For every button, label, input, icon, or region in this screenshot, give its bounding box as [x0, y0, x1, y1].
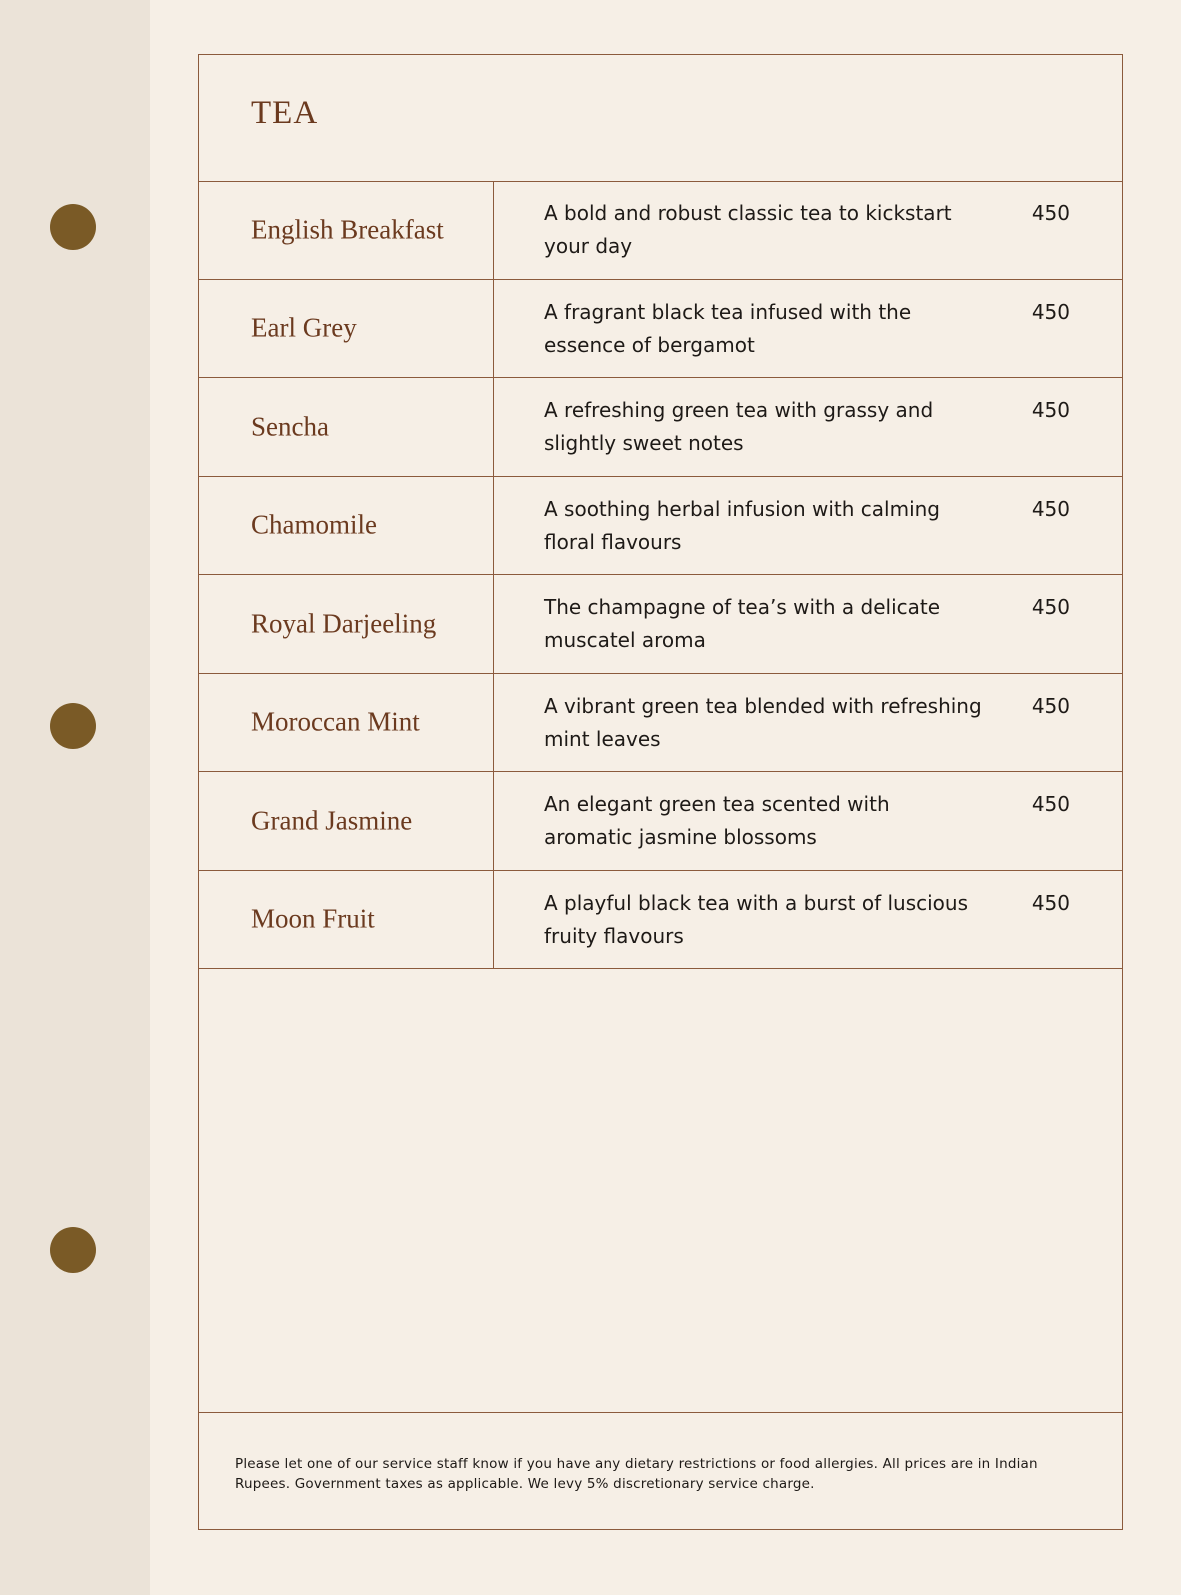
menu-item-row: [199, 772, 1122, 871]
item-name: Grand Jasmine: [251, 805, 413, 836]
item-name: Moroccan Mint: [251, 706, 420, 737]
column-divider: [493, 378, 494, 476]
column-divider: [493, 871, 494, 969]
item-price: 450: [1031, 693, 1070, 718]
item-description: A fragrant black tea infused with the essence of bergamot: [544, 299, 912, 357]
item-name: English Breakfast: [251, 214, 444, 245]
column-divider: [493, 280, 494, 378]
column-divider: [493, 477, 494, 575]
item-description: A soothing herbal infusion with calming floral flavours: [544, 496, 941, 554]
menu-frame: [198, 54, 1123, 1530]
punch-hole-top: [50, 204, 96, 250]
item-price: 450: [1031, 890, 1070, 915]
menu-item-row: [199, 181, 1122, 280]
item-name: Chamomile: [251, 509, 377, 540]
section-title: TEA: [251, 95, 319, 131]
item-price: 450: [1031, 595, 1070, 619]
item-description: An elegant green tea scented with aromatic jasmine blossoms: [544, 792, 890, 849]
column-divider: [493, 181, 494, 279]
tea-item-list: [199, 181, 1122, 969]
menu-item-row: [199, 575, 1122, 674]
item-name: Moon Fruit: [251, 903, 375, 934]
punch-hole-bottom: [50, 1227, 96, 1273]
menu-item-row: [199, 674, 1122, 773]
item-description: The champagne of tea’s with a delicate muscatel aroma: [544, 595, 941, 652]
menu-item-row: [199, 378, 1122, 477]
column-divider: [493, 772, 494, 870]
item-name: Earl Grey: [251, 312, 357, 343]
binding-strip: [0, 0, 150, 1595]
item-name: Royal Darjeeling: [251, 608, 437, 639]
item-description: A bold and robust classic tea to kickstart your day: [544, 201, 952, 258]
item-price: 450: [1031, 299, 1070, 324]
item-price: 450: [1031, 792, 1070, 816]
item-name: Sencha: [251, 411, 329, 442]
item-price: 450: [1031, 496, 1070, 521]
punch-hole-middle: [50, 703, 96, 749]
menu-item-row: [199, 871, 1122, 970]
column-divider: [493, 575, 494, 673]
item-price: 450: [1031, 398, 1070, 422]
item-description: A playful black tea with a burst of luscious fruity flavours: [544, 890, 969, 948]
footer-disclaimer: Please let one of our service staff know if you have any dietary restrictions or food allergies. All prices are in Indian Rupees. Government taxes as applicable. We levy 5% discretionary service charge.: [235, 1456, 1038, 1492]
item-price: 450: [1031, 201, 1070, 225]
menu-item-row: [199, 477, 1122, 576]
menu-item-row: [199, 280, 1122, 379]
item-description: A refreshing green tea with grassy and slightly sweet notes: [544, 398, 934, 455]
item-description: A vibrant green tea blended with refreshing mint leaves: [544, 693, 982, 751]
column-divider: [493, 674, 494, 772]
footer-divider: [199, 1412, 1122, 1413]
